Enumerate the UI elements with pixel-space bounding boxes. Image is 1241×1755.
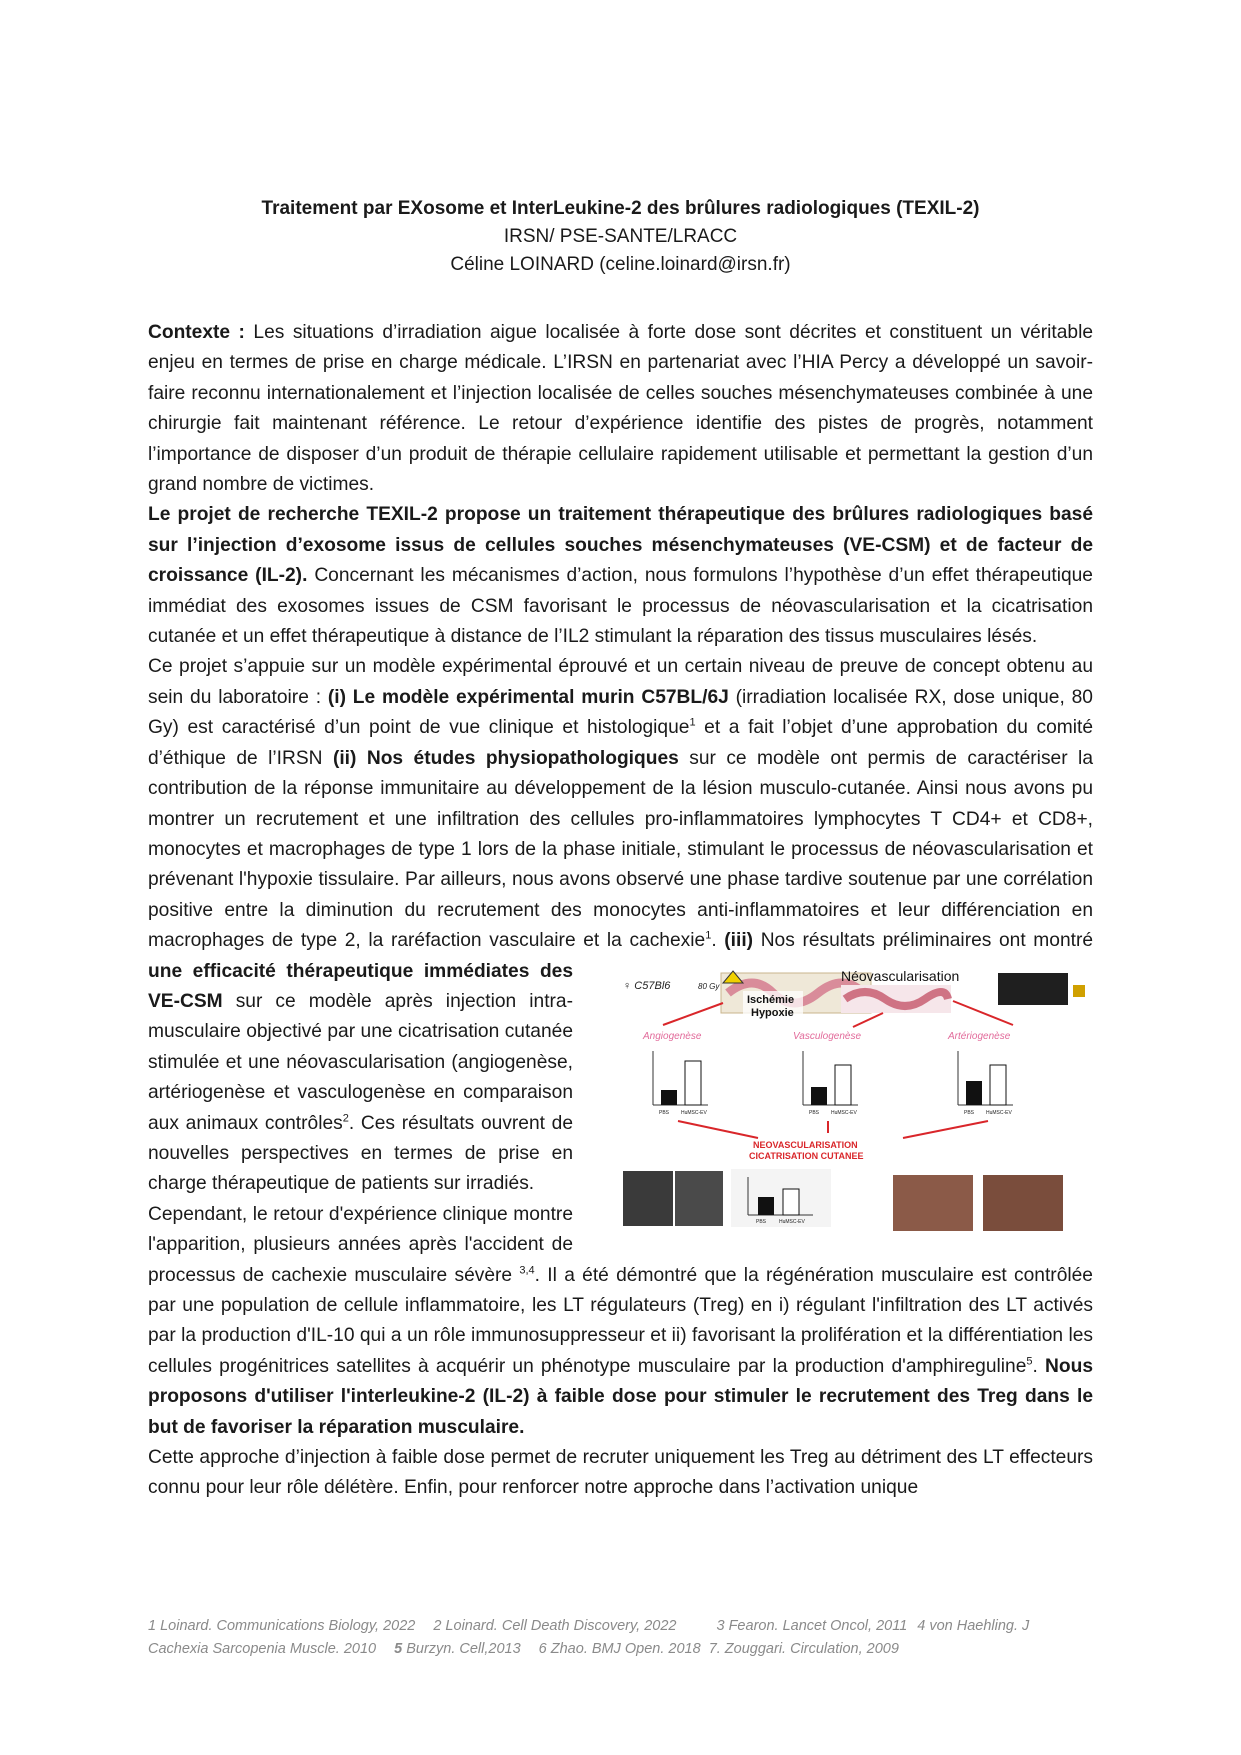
model-text-5: Nos résultats préliminaires ont montré	[753, 930, 1094, 952]
bar-panel-4	[731, 1169, 831, 1227]
model-bold-3: (iii)	[724, 930, 754, 952]
ref-5: Burzyn. Cell,2013	[402, 1641, 521, 1657]
cachexia-text-1: Cependant, le retour d'expérience clinique montre l'apparition, plusieurs années après l'accident de processus de cachexie musculaire sévère	[148, 1203, 573, 1286]
model-text-3: sur ce modèle ont permis de caractériser la contribution de la réponse immunitaire au développement de la lésion musculo-cutanée. Ainsi nous avons pu montrer un recrutement et une infiltration des cellules pro-inflammatoires lymphocytes T CD4+ et CD8+, monocytes et macrophages de type 1 lors de la phase initiale, stimulant le processus de néovascularisation et prévenant l'hypoxie tissulaire. Par ailleurs, nous avons observé une phase tardive soutenue par une corrélation positive entre la diminution du recrutement des monocytes anti-inflammatoires et leur différenciation en macrophages de type 2, la raréfaction vasculaire et la cachexie	[148, 747, 1093, 952]
ref-sup-3: 2	[342, 1112, 349, 1125]
mouse-marker	[1073, 985, 1085, 997]
model-text-7: . Ces résultats ouvrent de nouvelles perspectives en termes de prise en charge thérapeutique de patients sur irradiés.	[148, 1112, 573, 1195]
ref-3: 3 Fearon. Lancet Oncol, 2011	[716, 1618, 908, 1634]
model-bold-1: (i) Le modèle expérimental murin C57BL/6J	[327, 686, 729, 708]
bar-ev-3	[990, 1065, 1006, 1105]
author-line: Céline LOINARD (celine.loinard@irsn.fr)	[450, 254, 791, 275]
context-label: Contexte :	[148, 322, 245, 343]
fig-ischemia-label: Ischémie	[747, 993, 795, 1006]
ref-sup-2: 1	[705, 929, 712, 942]
project-statement: Le projet de recherche TEXIL-2 propose un traitement thérapeutique des brûlures radiologiques basé sur l’injection d’exosome issus de cellules souches mésenchymateuses (VE-CSM) et de facteur de croissance (IL-2).	[148, 504, 1093, 587]
ref-7: 7. Zouggari. Circulation, 2009	[708, 1641, 899, 1657]
bar-pbs-1	[661, 1090, 677, 1105]
wound-photo-2	[983, 1175, 1063, 1231]
bar-ev-1	[685, 1061, 701, 1105]
ref-6: 6 Zhao. BMJ Open. 2018	[538, 1641, 701, 1657]
final-text: Cette approche d’injection à faible dose permet de recruter uniquement les Treg au détriment des LT effecteurs connu pour leur rôle délétère. Enfin, pour renforcer notre approche dans l’activation unique	[148, 1447, 1093, 1499]
figure-svg	[603, 963, 1093, 1247]
ref-sup-5: 5	[1026, 1355, 1033, 1368]
bar-ev-2	[835, 1065, 851, 1105]
model-bold-4-a: une efficacité	[148, 960, 276, 982]
fig-model-label	[623, 980, 671, 992]
bar-pbs-2	[811, 1087, 827, 1105]
xray-image-1	[623, 1171, 673, 1226]
context-text: Les situations d’irradiation aigue localisée à forte dose sont décrites et constituent un véritable enjeu en termes de prise en charge médicale. L’IRSN en partenariat avec l’HIA Percy a développé un savoir-faire reconnu internationalement et l’injection localisée de celles souches mésenchymateuses combinée à une chirurgie fait maintenant référence. Le retour d’expérience identifie des pistes de progrès, notamment l’importance de disposer d’un produit de thérapie cellulaire rapidement utilisable et permettant la gestion d’un grand nombre de victimes.	[148, 322, 1094, 496]
bar-label-ev-3: HuMSC-EV	[986, 1109, 1012, 1116]
ref-sup-1: 1	[689, 716, 696, 729]
results-figure	[603, 963, 1093, 1247]
model-text-4: .	[711, 930, 725, 952]
ref-2: 2 Loinard. Cell Death Discovery, 2022	[433, 1618, 677, 1634]
model-text-1: (irradiation localisée RX, dose unique, 80 Gy) est caractérisé d’un point de vue clinique et histologique	[148, 686, 1093, 739]
cachexia-text-3: .	[1032, 1355, 1046, 1377]
bar-pbs-4	[758, 1197, 774, 1215]
ref-1: 1 Loinard. Communications Biology, 2022	[148, 1618, 416, 1634]
ref-4: 4 von Haehling. J Cachexia Sarcopenia Muscle. 2010	[148, 1618, 1030, 1657]
fig-panel-3: Artériogenèse	[948, 1030, 1011, 1042]
cachexia-proposal: Nous proposons d'utiliser l'interleukine-2 (IL-2) à faible dose pour stimuler le recrutement des Treg dans le but de favoriser la réparation musculaire.	[148, 1355, 1093, 1438]
ref-sup-4: 3,4	[519, 1264, 535, 1277]
document-body	[148, 318, 1093, 1504]
document-header	[148, 195, 1093, 279]
model-text-6: sur ce modèle après injection intra-musculaire objectivé par une cicatrisation cutanée stimulée et une néovascularisation (angiogenèse, artériogenèse et vasculogenèse en comparaison aux animaux contrôles	[148, 990, 573, 1134]
bar-label-pbs-3: PBS	[964, 1109, 975, 1116]
model-paragraph	[148, 652, 1094, 1225]
model-intro: Ce projet s’appuie sur un modèle expérimental éprouvé et un certain niveau de preuve de concept obtenu au sein du laboratoire :	[148, 656, 1093, 708]
mouse-photo	[998, 973, 1068, 1005]
bar-pbs-3	[966, 1081, 982, 1105]
ref-5-num: 5	[394, 1641, 403, 1657]
fig-result-1: NEOVASCULARISATION	[753, 1139, 858, 1150]
fig-panel-2: Vasculogenèse	[793, 1030, 862, 1042]
fig-result-2: CICATRISATION CUTANEE	[749, 1150, 864, 1161]
bar-label-ev-2: HuMSC-EV	[831, 1109, 857, 1116]
fig-model-text: ♀ C57Bl6	[623, 979, 671, 992]
wound-photo-1	[893, 1175, 973, 1231]
cachexia-text-2: . Il a été démontré que la régénération musculaire est contrôlée par une population de cellule inflammatoire, les LT régulateurs (Treg) en i) régulant l'infiltration des LT activés par la production d'IL-10 qui a un rôle immunosuppresseur et ii) favorisant la prolifération et la différentiation les cellules progénitrices satellites à acquérir un phénotype musculaire par la production d'amphireguline	[148, 1264, 1093, 1377]
bar-label-pbs-1: PBS	[659, 1109, 670, 1116]
fig-top-label: Néovascularisation	[841, 967, 960, 984]
footnotes	[148, 1615, 1093, 1661]
institution: IRSN/ PSE-SANTE/LRACC	[503, 226, 738, 247]
bar-ev-4	[783, 1189, 799, 1215]
bar-label-ev-1: HuMSC-EV	[681, 1109, 707, 1116]
xray-image-2	[675, 1171, 723, 1226]
project-text: Concernant les mécanismes d’action, nous formulons l’hypothèse d’un effet thérapeutique immédiat des exosomes issues de CSM favorisant le processus de néovascularisation et la cicatrisation cutanée et un effet thérapeutique à distance de l’IL2 stimulant la réparation des tissus musculaires lésés.	[148, 565, 1093, 648]
document-title: Traitement par EXosome et InterLeukine-2 des brûlures radiologiques (TEXIL-2)	[261, 198, 980, 219]
context-paragraph	[148, 318, 1093, 500]
model-bold-4-b: thérapeutique immédiates des VE-CSM	[148, 960, 574, 1012]
bar-label-pbs-2: PBS	[809, 1109, 820, 1116]
bar-label-ev-4: HuMSC-EV	[779, 1218, 805, 1225]
fig-hypoxia-label: Hypoxie	[751, 1006, 794, 1019]
bar-label-pbs-4: PBS	[756, 1218, 767, 1225]
final-paragraph	[148, 1443, 1093, 1504]
model-bold-2: (ii) Nos études physiopathologiques	[332, 747, 679, 769]
fig-dose-label: 80 Gy	[698, 981, 720, 991]
project-paragraph	[148, 500, 1093, 652]
fig-panel-1: Angiogenèse	[643, 1030, 702, 1042]
model-text-2: et a fait l’objet d’une approbation du comité d’éthique de l’IRSN	[148, 717, 1093, 769]
